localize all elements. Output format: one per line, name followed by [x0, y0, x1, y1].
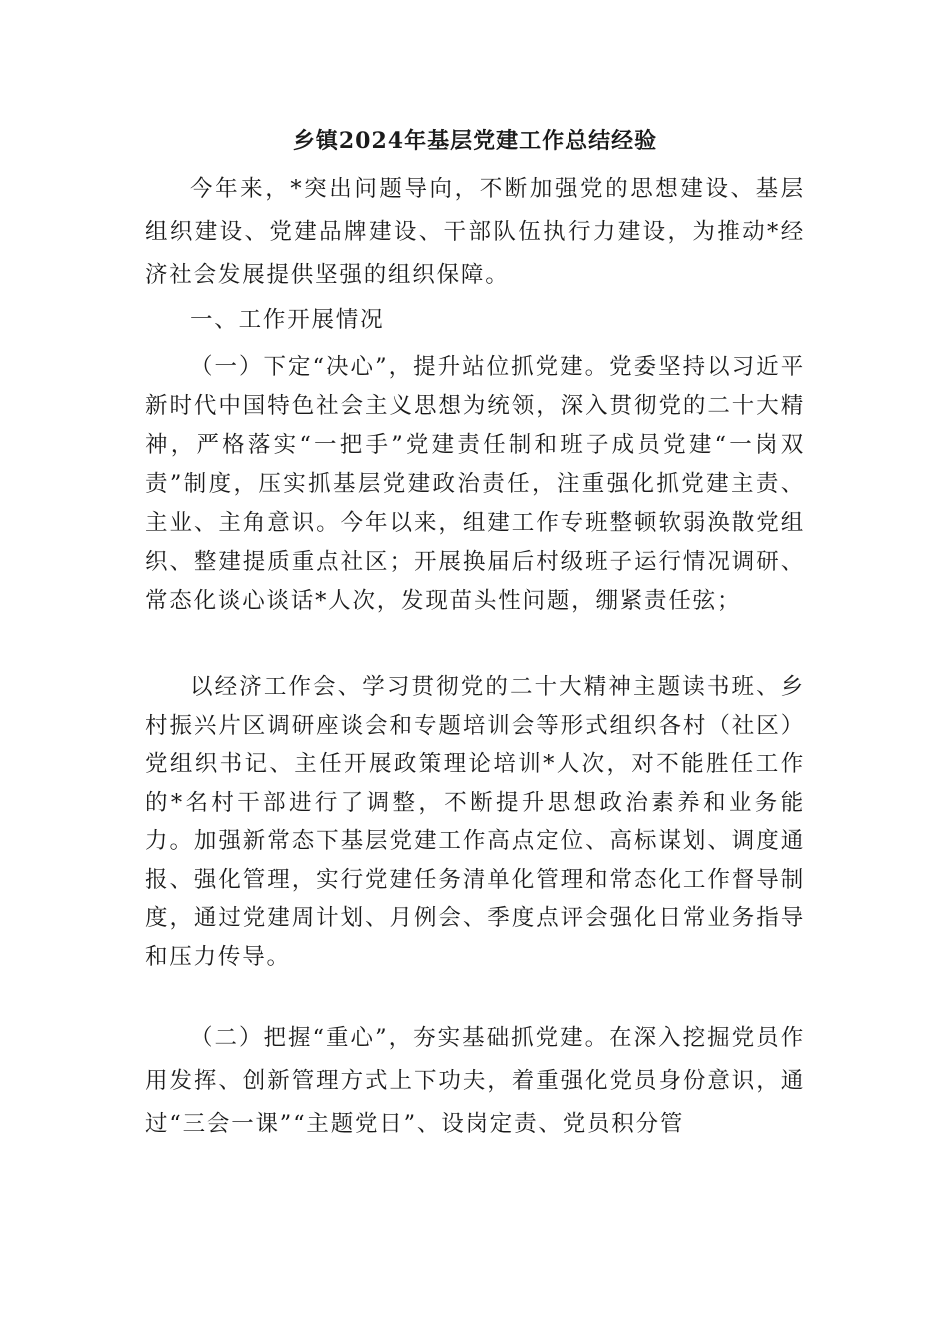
paragraph-training: 以经济工作会、学习贯彻党的二十大精神主题读书班、乡村振兴片区调研座谈会和专题培训会等形式组织各村（社区）党组织书记、主任开展政策理论培训*人次，对不能胜任工作的*名村干部进行了调整，不断提升思想政治素养和业务能力。加强新常态下基层党建工作高点定位、高标谋划、调度通报、强化管理，实行党建任务清单化管理和常态化工作督导制度，通过党建周计划、月例会、季度点评会强化日常业务指导和压力传导。 [145, 674, 805, 970]
paragraph-determination: （一）下定“决心”，提升站位抓党建。党委坚持以习近平新时代中国特色社会主义思想为统领，深入贯彻党的二十大精神，严格落实“一把手”党建责任制和班子成员党建“一岗双责”制度，压实抓基层党建政治责任，注重强化抓党建主责、主业、主角意识。今年以来，组建工作专班整顿软弱涣散党组织、整建提质重点社区；开展换届后村级班子运行情况调研、常态化谈心谈话*人次，发现苗头性问题，绷紧责任弦； [145, 354, 805, 614]
paragraph-intro-block [145, 168, 805, 297]
paragraph-training-block [145, 668, 805, 976]
section-heading-work-status: 一、工作开展情况 [190, 307, 385, 333]
paragraph-focus-block [145, 1017, 805, 1146]
paragraph-determination-block [145, 348, 805, 621]
section-heading-block [145, 300, 805, 340]
paragraph-focus: （二）把握“重心”，夯实基础抓党建。在深入挖掘党员作用发挥、创新管理方式上下功夫，着重强化党员身份意识，通过“三会一课”“主题党日”、设岗定责、党员积分管 [145, 1025, 805, 1137]
paragraph-intro: 今年来，*突出问题导向，不断加强党的思想建设、基层组织建设、党建品牌建设、干部队伍执行力建设，为推动*经济社会发展提供坚强的组织保障。 [145, 176, 805, 288]
document-title: 乡镇2024年基层党建工作总结经验 [292, 128, 658, 154]
